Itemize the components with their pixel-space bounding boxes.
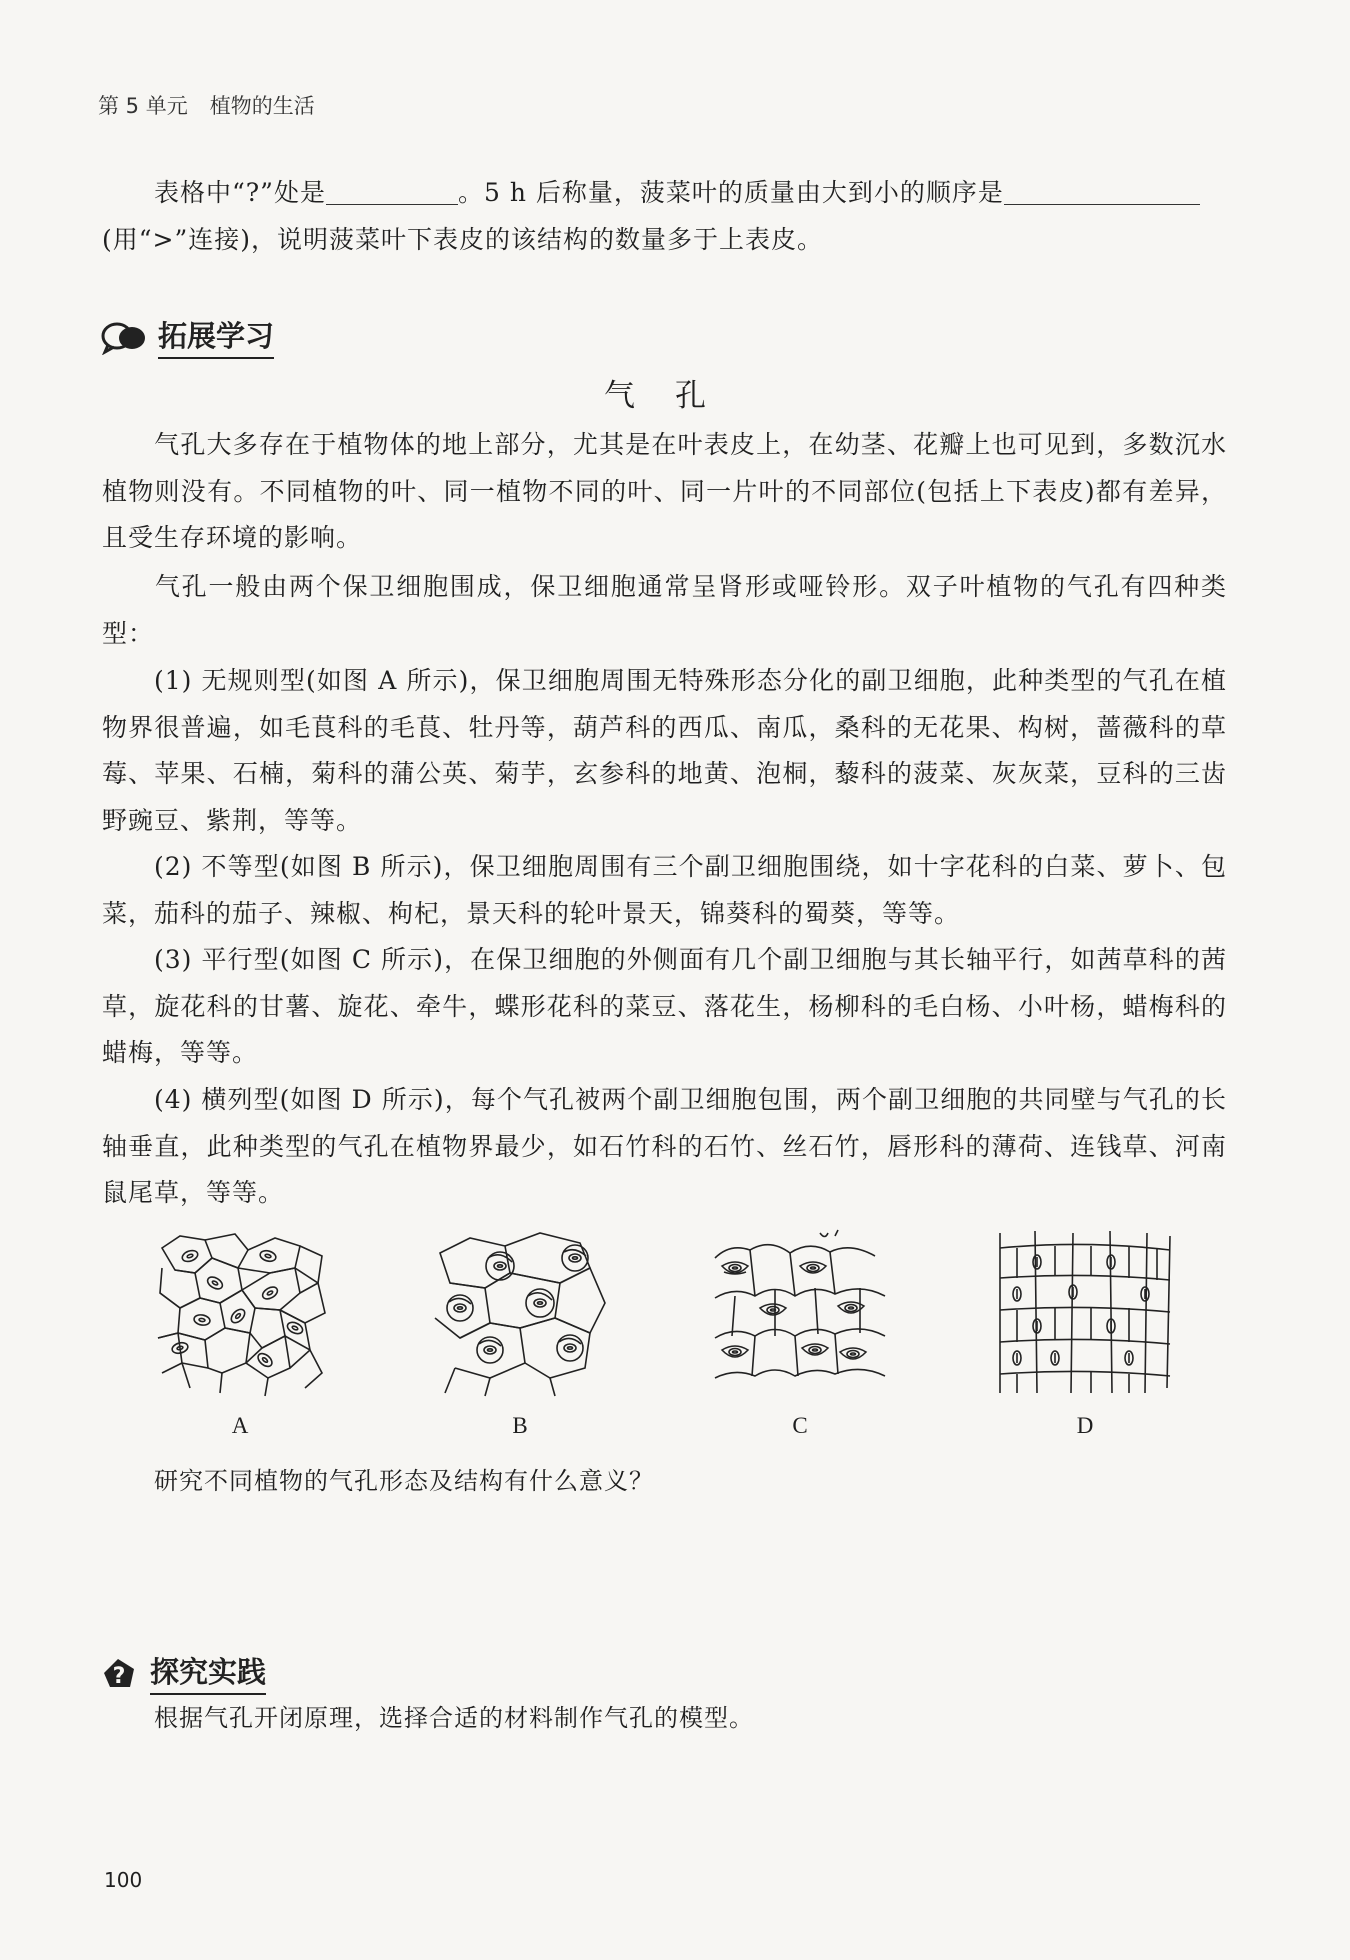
section-practice-heading [100, 1650, 266, 1695]
article-title: 气孔 [604, 378, 746, 414]
figure-d-label: D [1076, 1413, 1094, 1438]
article-paragraph-5: (3) 平行型(如图 C 所示)，在保卫细胞的外侧面有几个副卫细胞与其长轴平行，如茜草科的茜草，旋花科的甘薯、旋花、牵牛，蝶形花科的菜豆、落花生，杨柳科的毛白杨、小叶杨，蜡梅科的蜡梅，等等。 [102, 945, 1227, 1067]
article-paragraph-3: (1) 无规则型(如图 A 所示)，保卫细胞周围无特殊形态分化的副卫细胞，此种类型的气孔在植物界很普遍，如毛茛科的毛茛、牡丹等，葫芦科的西瓜、南瓜，桑科的无花果、构树，蔷薇科的草莓、苹果、石楠，菊科的蒲公英、菊芋，玄参科的地黄、泡桐，藜科的菠菜、灰灰菜，豆科的三齿野豌豆、紫荆，等等。 [102, 666, 1227, 835]
section-expand-label: 拓展学习 [158, 314, 274, 359]
figure-d [995, 1228, 1175, 1438]
figure-b [430, 1228, 610, 1438]
stomata-diacytic-illustration [995, 1228, 1175, 1398]
stoma-b1 [486, 1252, 514, 1280]
article-paragraph-4: (2) 不等型(如图 B 所示)，保卫细胞周围有三个副卫细胞围绕，如十字花科的白菜、萝卜、包菜，茄科的茄子、辣椒、枸杞，景天科的轮叶景天，锦葵科的蜀葵，等等。 [102, 852, 1227, 928]
page-number: 100 [104, 1868, 143, 1892]
page-header [98, 90, 315, 120]
answer-blank-2[interactable] [1004, 178, 1200, 205]
article-paragraph-1: 气孔大多存在于植物体的地上部分，尤其是在叶表皮上，在幼茎、花瓣上也可见到，多数沉水植物则没有。不同植物的叶、同一植物不同的叶、同一片叶的不同部位(包括上下表皮)都有差异，且受生存环境的影响。 [102, 430, 1227, 552]
chat-bubbles-icon [100, 319, 148, 355]
svg-text:?: ? [112, 1663, 126, 1689]
unit-title: 植物的生活 [209, 94, 315, 118]
figure-a-label: A [231, 1413, 249, 1438]
stomata-irregular-illustration [150, 1228, 330, 1398]
article-paragraph-6: (4) 横列型(如图 D 所示)，每个气孔被两个副卫细胞包围，两个副卫细胞的共同壁与气孔的长轴垂直，此种类型的气孔在植物界最少，如石竹科的石竹、丝石竹，唇形科的薄荷、连钱草、河南鼠尾草，等等。 [102, 1085, 1227, 1207]
figure-c-label: C [792, 1413, 808, 1438]
section-practice-label: 探究实践 [150, 1650, 266, 1695]
figure-a [150, 1228, 330, 1438]
intro-line1-b: 。5 h 后称量，菠菜叶的质量由大到小的顺序是 [457, 178, 1004, 207]
question-mark-icon [100, 1655, 140, 1691]
intro-paragraph [102, 170, 1227, 263]
practice-paragraph: 根据气孔开闭原理，选择合适的材料制作气孔的模型。 [154, 1704, 754, 1732]
figure-b-label: B [512, 1413, 528, 1438]
research-question: 研究不同植物的气孔形态及结构有什么意义？ [154, 1467, 654, 1495]
unit-number: 第 5 单元 [98, 94, 188, 118]
answer-blank-1[interactable] [326, 178, 458, 205]
stomata-paracytic-illustration [710, 1228, 890, 1398]
intro-line1-a: 表格中“?”处是 [154, 178, 326, 207]
article-paragraph-2: 气孔一般由两个保卫细胞围成，保卫细胞通常呈肾形或哑铃形。双子叶植物的气孔有四种类型： [102, 572, 1227, 648]
section-expand-heading [100, 314, 274, 359]
intro-line2: (用“>”连接)，说明菠菜叶下表皮的该结构的数量多于上表皮。 [102, 224, 824, 254]
stomata-anisocytic-illustration [430, 1228, 610, 1398]
figure-c [710, 1228, 890, 1438]
